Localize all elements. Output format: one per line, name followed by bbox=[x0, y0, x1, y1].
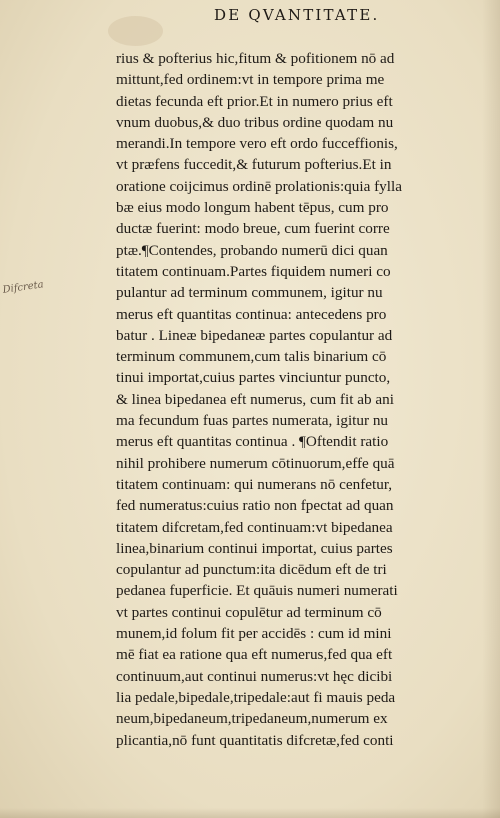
text-line: neum,bipedaneum,tripedaneum,numerum ex bbox=[116, 710, 388, 728]
running-head: DE QVANTITATE. bbox=[214, 6, 380, 24]
text-line: lia pedale,bipedale,tripedale:aut fi mauis peda bbox=[116, 688, 396, 706]
text-line: merandi.In tempore vero eft ordo fucceffionis, bbox=[116, 135, 398, 153]
text-line: & linea bipedanea eft numerus, cum fit ab ani bbox=[116, 390, 394, 408]
text-line: tinui importat,cuius partes vinciuntur puncto, bbox=[116, 369, 391, 387]
text-line: linea,binarium continui importat, cuius partes bbox=[116, 539, 393, 557]
text-line: terminum communem,cum talis binarium cō bbox=[116, 348, 387, 366]
text-line: ma fecundum fuas partes numerata, igitur nu bbox=[116, 412, 389, 430]
text-line: mittunt,fed ordinem:vt in tempore prima me bbox=[116, 71, 385, 89]
text-line: copulantur ad punctum:ita dicēdum eft de tri bbox=[116, 561, 387, 579]
text-line: titatem continuam: qui numerans nō cenfetur, bbox=[116, 475, 393, 493]
text-line: merus eft quantitas continua . ¶Oftendit ratio bbox=[116, 433, 389, 451]
text-line: plicantia,nō funt quantitatis difcretæ,fed conti bbox=[116, 731, 394, 749]
page-edge-shadow bbox=[482, 0, 500, 818]
text-line: bæ eius modo longum habent tēpus, cum pro bbox=[116, 199, 389, 217]
text-line: vt partes continui copulētur ad terminum cō bbox=[116, 603, 382, 621]
text-line: ductæ fuerint: modo breue, cum fuerint corre bbox=[116, 220, 390, 238]
text-line: merus eft quantitas continua: antecedens pro bbox=[116, 305, 387, 323]
text-line: titatem continuam.Partes fiquidem numeri co bbox=[116, 262, 391, 280]
text-line: ptæ.¶Contendes, probando numerū dici quan bbox=[116, 241, 388, 259]
text-line: mē fiat ea ratione qua eft numerus,fed qua eft bbox=[116, 646, 393, 664]
text-line: munem,id folum fit per accidēs : cum id mini bbox=[116, 625, 392, 643]
text-line: batur . Lineæ bipedaneæ partes copulantur ad bbox=[116, 326, 393, 344]
text-line: vt præfens fuccedit,& futurum pofterius.Et in bbox=[116, 156, 392, 174]
text-line: vnum duobus,& duo tribus ordine quodam nu bbox=[116, 113, 394, 131]
text-line: continuum,aut continui numerus:vt hęc dicibi bbox=[116, 667, 393, 685]
text-line: nihil prohibere numerum cōtinuorum,effe quā bbox=[116, 454, 395, 472]
text-line: titatem difcretam,fed continuam:vt bipedanea bbox=[116, 518, 393, 536]
text-line: pedanea fuperficie. Et quāuis numeri numerati bbox=[116, 582, 398, 600]
marginal-annotation: Difcreta bbox=[2, 279, 45, 296]
text-line: dietas fecunda eft prior.Et in numero prius eft bbox=[116, 92, 393, 110]
page-bottom-edge bbox=[0, 808, 500, 818]
text-line: fed numeratus:cuius ratio non fpectat ad quan bbox=[116, 497, 394, 515]
body-text bbox=[116, 48, 486, 751]
text-line: pulantur ad terminum communem, igitur nu bbox=[116, 284, 383, 302]
paper-stain bbox=[108, 16, 163, 46]
text-line: rius & pofterius hic,fitum & pofitionem nō ad bbox=[116, 50, 395, 67]
text-line: oratione coijcimus ordinē prolationis:quia fylla bbox=[116, 177, 402, 195]
